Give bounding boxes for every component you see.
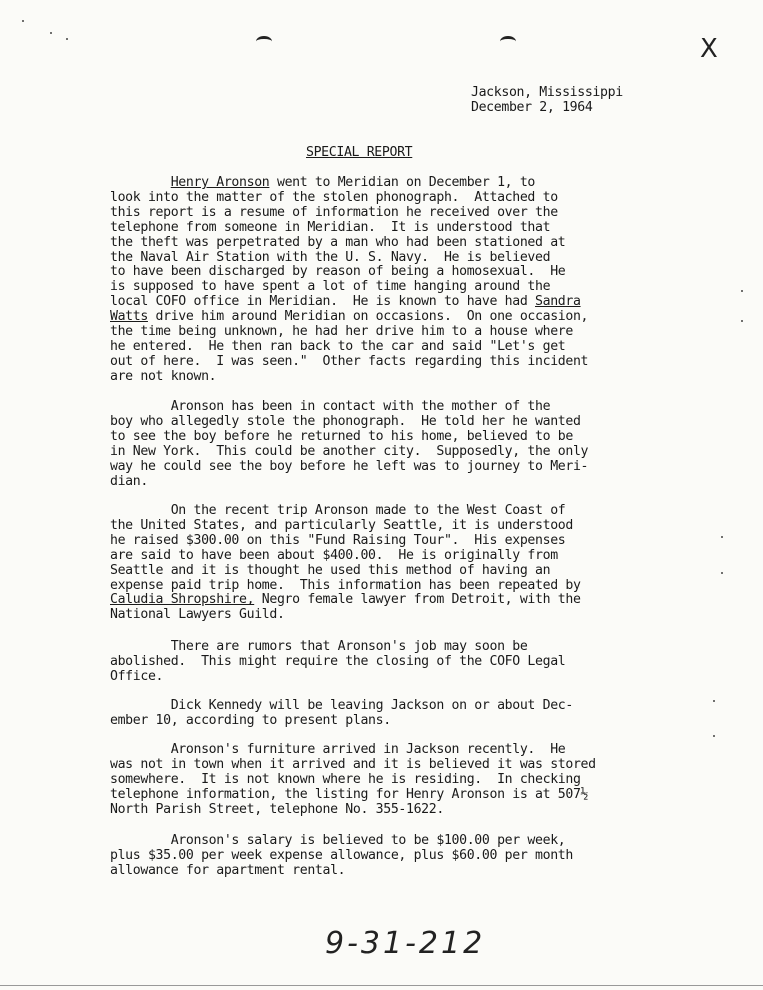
- paragraph-4: [110, 640, 670, 685]
- text-line: [110, 280, 670, 295]
- text-line: [110, 445, 670, 460]
- paragraph-7: [110, 834, 670, 879]
- text-run: local COFO office in Meridian. He is known to have had: [110, 294, 536, 310]
- text-run: abolished. This might require the closing of the COFO Legal: [110, 653, 566, 669]
- text-run: Dick Kennedy will be leaving Jackson on or about Dec-: [110, 698, 573, 713]
- text-line: [110, 265, 670, 280]
- text-line: [110, 191, 670, 206]
- text-line: [110, 310, 670, 325]
- text-run: Aronson's salary is believed to be $100.00 per week,: [110, 833, 566, 848]
- text-run: out of here. I was seen." Other facts regarding this incident: [110, 353, 589, 369]
- text-run: to see the boy before he returned to his home, believed to be: [110, 428, 573, 444]
- text-line: [110, 864, 670, 879]
- text-run: the United States, and particularly Seattle, it is understood: [110, 517, 573, 533]
- scan-speck: [66, 38, 68, 40]
- text-line: [110, 340, 670, 355]
- scan-speck: [713, 700, 715, 702]
- text-run: Aronson's furniture arrived in Jackson recently. He: [110, 742, 566, 757]
- text-line: [110, 803, 670, 818]
- text-run: Seattle and it is thought he used this method of having an: [110, 562, 551, 578]
- text-run: are said to have been about $400.00. He is originally from: [110, 547, 558, 563]
- text-run: National Lawyers Guild.: [110, 607, 285, 623]
- text-run: There are rumors that Aronson's job may soon be: [110, 639, 528, 654]
- text-line: [110, 251, 670, 266]
- text-line: [110, 430, 670, 445]
- text-run: telephone from someone in Meridian. It is understood that: [110, 219, 551, 235]
- paragraph-6: [110, 743, 670, 818]
- text-line: [110, 743, 670, 758]
- text-line: [110, 415, 670, 430]
- text-line: [110, 519, 670, 534]
- text-line: [110, 758, 670, 773]
- text-run: allowance for apartment rental.: [110, 862, 346, 878]
- page-bottom-edge: [0, 985, 763, 986]
- text-run: look into the matter of the stolen phonograph. Attached to: [110, 189, 558, 205]
- text-line: [110, 460, 670, 475]
- text-run: to have been discharged by reason of being a homosexual. He: [110, 264, 566, 280]
- text-line: [110, 295, 670, 310]
- text-line: [110, 564, 670, 579]
- text-run: he entered. He then ran back to the car and said "Let's get: [110, 338, 566, 354]
- text-line: [110, 236, 670, 251]
- scan-speck: [741, 320, 743, 322]
- paragraph-2: [110, 400, 670, 489]
- document-header: [471, 86, 623, 116]
- text-line: [110, 714, 670, 729]
- report-title: SPECIAL REPORT: [306, 145, 413, 160]
- text-line: [110, 608, 670, 623]
- text-run: the time being unknown, he had her drive him to a house where: [110, 324, 573, 340]
- text-line: [110, 176, 670, 191]
- text-line: [110, 834, 670, 849]
- text-run: is supposed to have spent a lot of time hanging around the: [110, 279, 551, 295]
- text-run: [110, 175, 171, 190]
- text-run: the theft was perpetrated by a man who had been stationed at: [110, 234, 566, 250]
- underlined-name: Henry Aronson: [170, 175, 270, 190]
- text-run: On the recent trip Aronson made to the West Coast of: [110, 503, 566, 518]
- underlined-name: Sandra: [535, 294, 581, 310]
- text-line: [110, 475, 670, 490]
- punch-mark-right: [500, 36, 516, 47]
- punch-mark-left: [256, 36, 272, 47]
- handwritten-file-number: 9-31-212: [325, 926, 486, 961]
- text-line: [110, 670, 670, 685]
- text-run: the Naval Air Station with the U. S. Navy. He is believed: [110, 249, 551, 265]
- underlined-name: Caludia Shropshire,: [110, 592, 255, 608]
- text-run: way he could see the boy before he left was to journey to Meri-: [110, 458, 589, 474]
- text-run: ember 10, according to present plans.: [110, 712, 391, 728]
- scan-speck: [741, 290, 743, 292]
- header-date: December 2, 1964: [471, 99, 593, 115]
- paragraph-3: [110, 504, 670, 623]
- text-line: [110, 534, 670, 549]
- text-line: [110, 370, 670, 385]
- text-run: are not known.: [110, 368, 217, 384]
- paragraph-1: [110, 176, 670, 385]
- underlined-name: Watts: [110, 309, 148, 325]
- scan-speck: [50, 32, 52, 34]
- text-line: [110, 221, 670, 236]
- text-run: Office.: [110, 668, 164, 684]
- text-run: dian.: [110, 473, 148, 489]
- text-line: [110, 849, 670, 864]
- text-run: Aronson has been in contact with the mother of the: [110, 399, 551, 414]
- text-run: went to Meridian on December 1, to: [269, 175, 536, 190]
- text-run: drive him around Meridian on occasions. On one occasion,: [147, 309, 589, 325]
- text-run: Negro female lawyer from Detroit, with the: [254, 592, 581, 608]
- text-run: boy who allegedly stole the phonograph. He told her he wanted: [110, 413, 581, 429]
- text-line: [110, 699, 670, 714]
- text-line: [110, 788, 670, 803]
- text-run: was not in town when it arrived and it is believed it was stored: [110, 756, 596, 772]
- text-run: this report is a resume of information he received over the: [110, 204, 558, 220]
- text-line: [110, 355, 670, 370]
- text-line: [110, 655, 670, 670]
- handwritten-x-mark: X: [700, 34, 718, 64]
- scan-speck: [721, 536, 723, 538]
- text-run: North Parish Street, telephone No. 355-1622.: [110, 801, 444, 817]
- text-line: [110, 773, 670, 788]
- text-line: [110, 549, 670, 564]
- header-place: Jackson, Mississippi: [471, 85, 623, 100]
- text-line: [110, 325, 670, 340]
- scan-speck: [713, 735, 715, 737]
- text-run: in New York. This could be another city. Supposedly, the only: [110, 443, 589, 459]
- text-line: [110, 206, 670, 221]
- text-run: he raised $300.00 on this "Fund Raising Tour". His expenses: [110, 532, 566, 548]
- text-run: expense paid trip home. This information has been repeated by: [110, 577, 581, 593]
- text-line: [110, 579, 670, 594]
- paragraph-5: [110, 699, 670, 729]
- scan-speck: [22, 20, 24, 22]
- text-run: somewhere. It is not known where he is residing. In checking: [110, 771, 581, 787]
- text-run: telephone information, the listing for Henry Aronson is at 507½: [110, 786, 589, 802]
- text-line: [110, 504, 670, 519]
- scan-speck: [721, 572, 723, 574]
- text-run: plus $35.00 per week expense allowance, plus $60.00 per month: [110, 847, 573, 863]
- text-line: [110, 640, 670, 655]
- text-line: [110, 400, 670, 415]
- text-line: [110, 593, 670, 608]
